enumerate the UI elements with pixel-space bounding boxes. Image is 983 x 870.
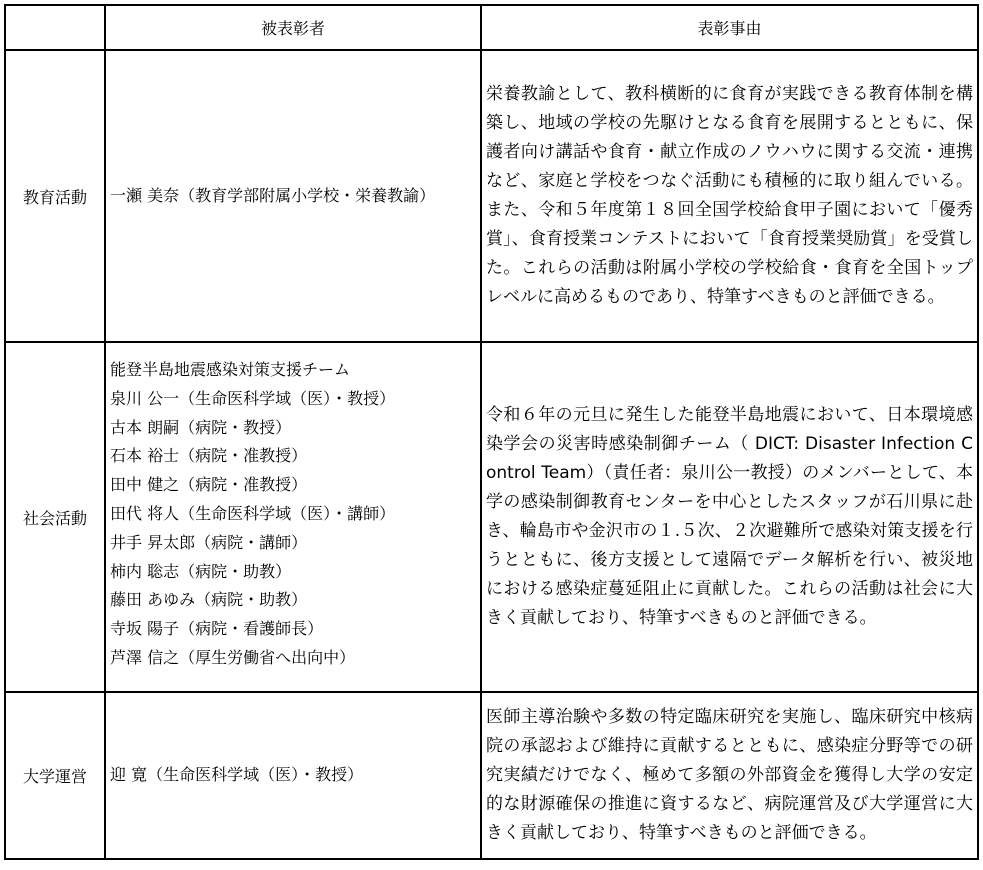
table-row — [5, 342, 978, 692]
header-row — [5, 5, 978, 50]
recipient-line: 柿内 聡志（病院・助教） — [110, 561, 292, 581]
recipient-line: 迎 寛（生命医科学域（医）・教授） — [110, 765, 364, 785]
reason-text: 栄養教諭として、教科横断的に食育が実践できる教育体制を構築し、地域の学校の先駆けとなる食育を展開するとともに、保護者向け講話や食育・献立作成のノウハウに関する交流・連携など、家庭と学校をつなぐ活動にも積極的に取り組んでいる。また、令和５年度第１８回全国学校給食甲子園において「優秀賞」、食育授業コンテストにおいて「食育授業奨励賞」を受賞した。これらの活動は附属小学校の学校給食・食育を全国トップレベルに高めるものであり、特筆すべきものと評価できる。 — [486, 84, 973, 307]
reason-text: 医師主導治験や多数の特定臨床研究を実施し、臨床研究中核病院の承認および維持に貢献するとともに、感染症分野等での研究実績だけでなく、極めて多額の外部資金を獲得し大学の安定的な財源確保の推進に資するなど、病院運営及び大学運営に大きく貢献しており、特筆すべきものと評価できる。 — [486, 707, 973, 843]
recipient-line: 芦澤 信之（厚生労働省へ出向中） — [110, 647, 356, 667]
recipient-line: 井手 昇太郎（病院・講師） — [110, 532, 308, 552]
reason-cell — [481, 342, 978, 692]
header-recipients: 被表彰者 — [105, 5, 481, 50]
category-cell: 社会活動 — [5, 342, 105, 692]
recipient-line: 田代 将人（生命医科学域（医）・講師） — [110, 503, 396, 523]
recipients-cell — [105, 342, 481, 692]
recipients-cell — [105, 50, 481, 342]
recipient-line: 寺坂 陽子（病院・看護師長） — [110, 619, 324, 639]
table-row — [5, 692, 978, 859]
header-reason: 表彰事由 — [481, 5, 978, 50]
category-cell: 大学運営 — [5, 692, 105, 859]
header-category — [5, 5, 105, 50]
category-cell: 教育活動 — [5, 50, 105, 342]
recipient-line: 泉川 公一（生命医科学域（医）・教授） — [110, 388, 396, 408]
recipients-cell — [105, 692, 481, 859]
team-name: 能登半島地震感染対策支援チーム — [110, 360, 351, 379]
recipient-line: 石本 裕士（病院・准教授） — [110, 446, 308, 466]
recipient-line: 古本 朗嗣（病院・教授） — [110, 417, 292, 437]
recipient-line: 藤田 あゆみ（病院・助教） — [110, 590, 308, 610]
reason-cell — [481, 50, 978, 342]
recipient-line: 田中 健之（病院・准教授） — [110, 475, 308, 495]
table-row — [5, 50, 978, 342]
awards-table — [4, 4, 979, 860]
reason-text: 令和６年の元旦に発生した能登半島地震において、日本環境感染学会の災害時感染制御チーム（ DICT: Disaster Infection Control Team）（責任者：泉川公一教授）のメンバーとして、本学の感染制御教育センターを中心としたスタッフが石川県に赴き、輪島市や金沢市の１.５次、２次避難所で感染対策支援を行うとともに、後方支援として遠隔でデータ解析を行い、被災地における感染症蔓延阻止に貢献した。これらの活動は社会に大きく貢献しており、特筆すべきものと評価できる。 — [486, 405, 973, 628]
recipient-line: 一瀬 美奈（教育学部附属小学校・栄養教諭） — [110, 185, 436, 205]
reason-cell — [481, 692, 978, 859]
